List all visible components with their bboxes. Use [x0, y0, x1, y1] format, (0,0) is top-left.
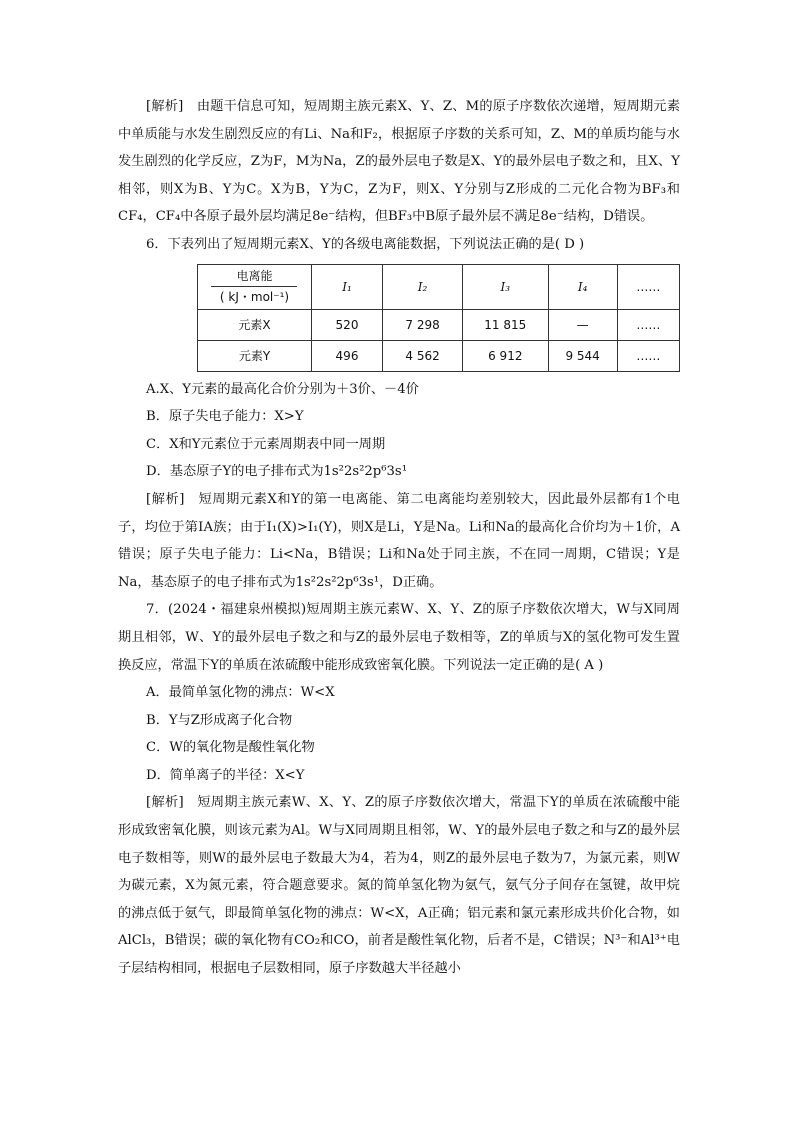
table-cell: 4 562	[383, 340, 463, 371]
row-label-x: 元素X	[198, 309, 312, 340]
row-label-y: 元素Y	[198, 340, 312, 371]
question-6-stem: 6．下表列出了短周期元素X、Y的各级电离能数据，下列说法正确的是( D )	[146, 236, 585, 252]
table-cell: 520	[311, 309, 382, 340]
q6-option-c: C．X和Y元素位于元素周期表中同一周期	[146, 436, 386, 452]
table-row	[198, 309, 680, 340]
table-cell: —	[548, 309, 617, 340]
table-cell: 496	[311, 340, 382, 371]
q7-option-c: C．W的氧化物是酸性氧化物	[146, 740, 315, 756]
q7-option-d: D．简单离子的半径：X<Y	[146, 767, 305, 783]
analysis-q5: [解析] 由题干信息可知，短周期主族元素X、Y、Z、M的原子序数依次递增，短周期元素中单质能与水发生剧烈反应的有Li、Na和F₂，根据原子序数的关系可知，Z、M的单质均能与水发生剧烈的化学反应，Z为F，M为Na，Z的最外层电子数是X、Y的最外层电子数之和，且X、Y相邻，则X为B、Y为C。X为B，Y为C，Z为F，则X、Y分别与Z形成的二元化合物为BF₃和CF₄，CF₄中各原子最外层均满足8e⁻结构，但BF₃中B原子最外层不满足8e⁻结构，D错误。	[118, 99, 680, 225]
col-header-i1: I₁	[311, 264, 382, 309]
ionization-energy-table	[197, 264, 680, 372]
document-body	[118, 93, 680, 983]
col-header-i2: I₂	[383, 264, 463, 309]
header-top-label: 电离能	[236, 269, 273, 284]
header-divider	[211, 286, 297, 287]
q6-option-d: D．基态原子Y的电子排布式为1s²2s²2p⁶3s¹	[146, 464, 407, 480]
table-row	[198, 340, 680, 371]
q7-option-a: A．最简单氢化物的沸点：W<X	[146, 685, 335, 701]
question-7-stem: 7．(2024・福建泉州模拟)短周期主族元素W、X、Y、Z的原子序数依次增大，W与X同周期且相邻，W、Y的最外层电子数之和与Z的最外层电子数相等，Z的单质与X的氢化物可发生置换反应，常温下Y的单质在浓硫酸中能形成致密氧化膜。下列说法一定正确的是( A )	[118, 602, 680, 673]
table-cell: 9 544	[548, 340, 617, 371]
table-cell: ……	[617, 340, 679, 371]
q6-option-b: B．原子失电子能力：X>Y	[146, 409, 304, 425]
table-cell: ……	[617, 309, 679, 340]
analysis-q6: [解析] 短周期元素X和Y的第一电离能、第二电离能均差别较大，因此最外层都有1个电子，均位于第ⅠA族；由于I₁(X)>I₁(Y)，则X是Li，Y是Na。Li和Na的最高化合价均为＋1价，A错误；原子失电子能力：Li<Na，B错误；Li和Na处于同主族，不在同一周期，C错误；Y是Na，基态原子的电子排布式为1s²2s²2p⁶3s¹，D正确。	[118, 491, 680, 590]
table-header-row	[198, 264, 680, 309]
table-cell: 6 912	[463, 340, 548, 371]
table-cell: 11 815	[463, 309, 548, 340]
col-header-i3: I₃	[463, 264, 548, 309]
header-bottom-label: ( kJ・mol⁻¹)	[219, 290, 290, 305]
analysis-q7: [解析] 短周期主族元素W、X、Y、Z的原子序数依次增大，常温下Y的单质在浓硫酸中能形成致密氧化膜，则该元素为Al。W与X同周期且相邻，W、Y的最外层电子数之和与Z的最外层电子数相等，则W的最外层电子数最大为4，若为4，则Z的最外层电子数为7，为氯元素，则W为碳元素，X为氮元素，符合题意要求。氮的简单氢化物为氨气，氨气分子间存在氢键，故甲烷的沸点低于氨气，即最简单氢化物的沸点：W<X，A正确；铝元素和氯元素形成共价化合物，如AlCl₃，B错误；碳的氧化物有CO₂和CO，前者是酸性氧化物，后者不是，C错误；N³⁻和Al³⁺电子层结构相同，根据电子层数相同，原子序数越大半径越小	[118, 795, 680, 977]
col-header-i4: I₄	[548, 264, 617, 309]
q7-option-b: B．Y与Z形成离子化合物	[146, 712, 293, 728]
col-header-more: ……	[617, 264, 679, 309]
q6-option-a: A.X、Y元素的最高化合价分别为＋3价、－4价	[146, 381, 419, 397]
table-cell: 7 298	[383, 309, 463, 340]
table-header-diagonal	[198, 264, 312, 309]
